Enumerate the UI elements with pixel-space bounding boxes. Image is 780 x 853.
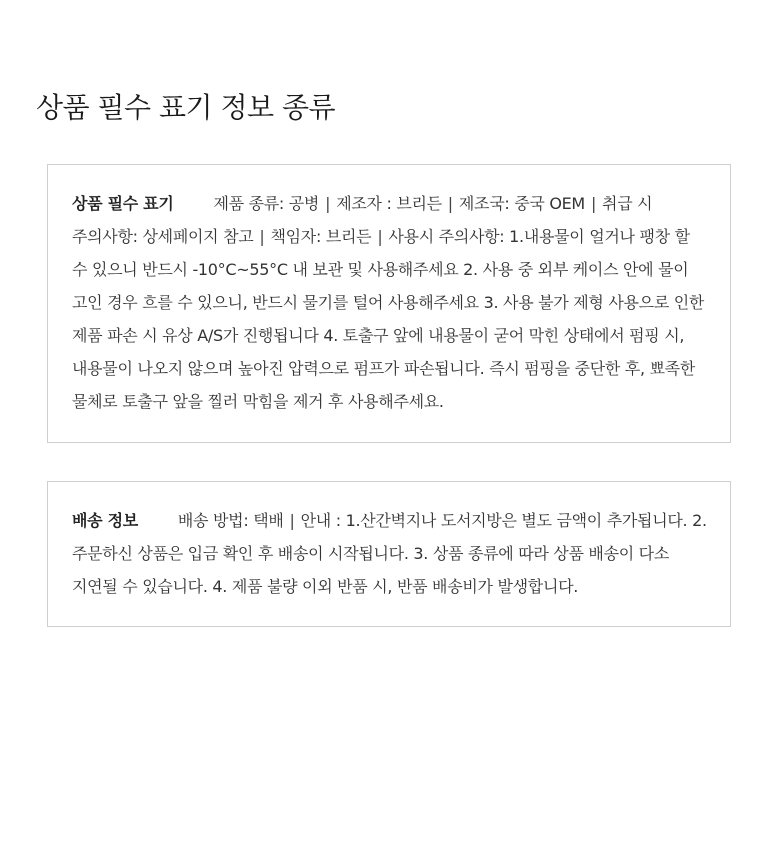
separator: | <box>259 227 265 246</box>
shipping-info-text <box>72 504 708 603</box>
notice-item-handling: 취급 시 주의사항: 상세페이지 참고 <box>72 194 653 246</box>
separator: | <box>590 194 597 213</box>
notice-item-product-type: 제품 종류: 공병 <box>213 194 320 213</box>
separator: | <box>447 194 453 213</box>
shipping-info-heading: 배송 정보 <box>72 511 138 530</box>
separator: | <box>377 227 383 246</box>
separator: | <box>289 511 295 530</box>
product-notice-box <box>47 164 731 443</box>
notice-item-country: 제조국: 중국 OEM <box>458 194 585 213</box>
product-notice-text <box>72 187 708 418</box>
notice-item-responsible: 책임자: 브리든 <box>270 227 372 246</box>
shipping-item-method: 배송 방법: 택배 <box>177 511 284 530</box>
notice-item-usage-caution: 사용시 주의사항: 1.내용물이 얼거나 팽창 할 수 있으니 반드시 -10°C~55°C 내 보관 및 사용해주세요 2. 사용 중 외부 케이스 안에 물이 고인 경우 흐를 수 있으니, 반드시 물기를 털어 사용해주세요 3. 사용 불가 제형 사용으로 인한 제품 파손 시 유상 A/S가 진행됩니다 4. 토출구 앞에 내용물이 굳어 막힌 상태에서 펌핑 시, 내용물이 나오지 않으며 높아진 압력으로 펌프가 파손됩니다. 즉시 펌핑을 중단한 후, 뾰족한 물체로 토출구 앞을 찔러 막힘을 제거 후 사용해주세요. <box>72 227 705 411</box>
shipping-info-box <box>47 481 731 627</box>
separator: | <box>325 194 331 213</box>
notice-item-manufacturer: 제조자 : 브리든 <box>336 194 442 213</box>
shipping-item-guide: 안내 : 1.산간벽지나 도서지방은 별도 금액이 추가됩니다. 2.주문하신 상품은 입금 확인 후 배송이 시작됩니다. 3. 상품 종류에 따라 상품 배송이 다소 지연될 수 있습니다. 4. 제품 불량 이외 반품 시, 반품 배송비가 발생합니다. <box>72 511 707 596</box>
product-notice-heading: 상품 필수 표기 <box>72 194 174 213</box>
page-title: 상품 필수 표기 정보 종류 <box>36 91 336 124</box>
